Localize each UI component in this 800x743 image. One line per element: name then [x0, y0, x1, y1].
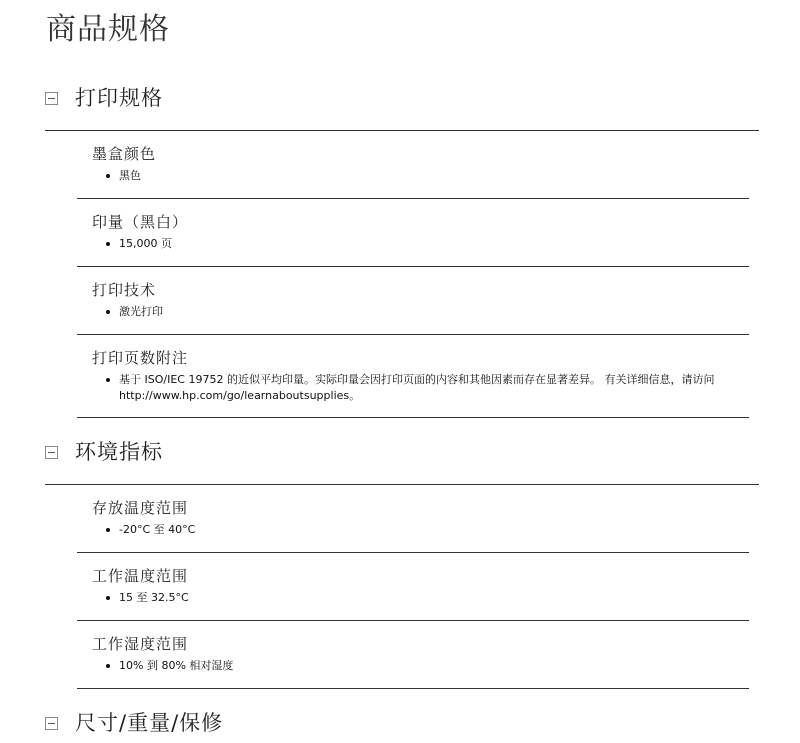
spec-value: -20°C 至 40°C: [119, 522, 749, 538]
spec-item-cartridge-color: [77, 131, 749, 199]
section-header-dimensions-weight-warranty[interactable]: [45, 709, 223, 737]
spec-value-list: [119, 590, 749, 606]
section-title: 环境指标: [75, 440, 163, 464]
spec-label: 印量（黑白）: [92, 213, 189, 231]
collapse-toggle-icon[interactable]: [45, 717, 58, 730]
spec-value-list: [119, 304, 749, 320]
spec-value: 黑色: [119, 168, 749, 184]
spec-value: 基于 ISO/IEC 19752 的近似平均印量。实际印量会因打印页面的内容和其他因素而存在显著差异。 有关详细信息，请访问 http://www.hp.com/go/learnaboutsupplies。: [119, 372, 749, 404]
spec-item-operating-humidity: [77, 621, 749, 689]
spec-value: 激光打印: [119, 304, 749, 320]
collapse-toggle-icon[interactable]: [45, 92, 58, 105]
section-title: 尺寸/重量/保修: [75, 711, 224, 735]
spec-item-page-yield: [77, 199, 749, 267]
spec-value-list: [119, 658, 749, 674]
spec-label: 墨盒颜色: [92, 145, 157, 163]
spec-value: 15 至 32.5°C: [119, 590, 749, 606]
spec-label: 打印技术: [92, 281, 157, 299]
spec-label: 工作温度范围: [92, 567, 189, 585]
spec-value: 10% 到 80% 相对湿度: [119, 658, 749, 674]
collapse-toggle-icon[interactable]: [45, 446, 58, 459]
page-title: 商品规格: [46, 12, 170, 47]
spec-value: 15,000 页: [119, 236, 749, 252]
spec-value-list: [119, 522, 749, 538]
section-header-print-specs[interactable]: [45, 84, 163, 112]
spec-value-list: [119, 236, 749, 252]
spec-item-page-yield-footnote: [77, 335, 749, 418]
section-title: 打印规格: [75, 86, 163, 110]
spec-value-list: [119, 168, 749, 184]
spec-label: 工作湿度范围: [92, 635, 189, 653]
spec-item-print-technology: [77, 267, 749, 335]
spec-item-storage-temperature: [77, 485, 749, 553]
spec-value-list: [119, 372, 749, 404]
spec-label: 存放温度范围: [92, 499, 189, 517]
section-header-environment[interactable]: [45, 438, 163, 466]
spec-item-operating-temperature: [77, 553, 749, 621]
spec-label: 打印页数附注: [92, 349, 189, 367]
